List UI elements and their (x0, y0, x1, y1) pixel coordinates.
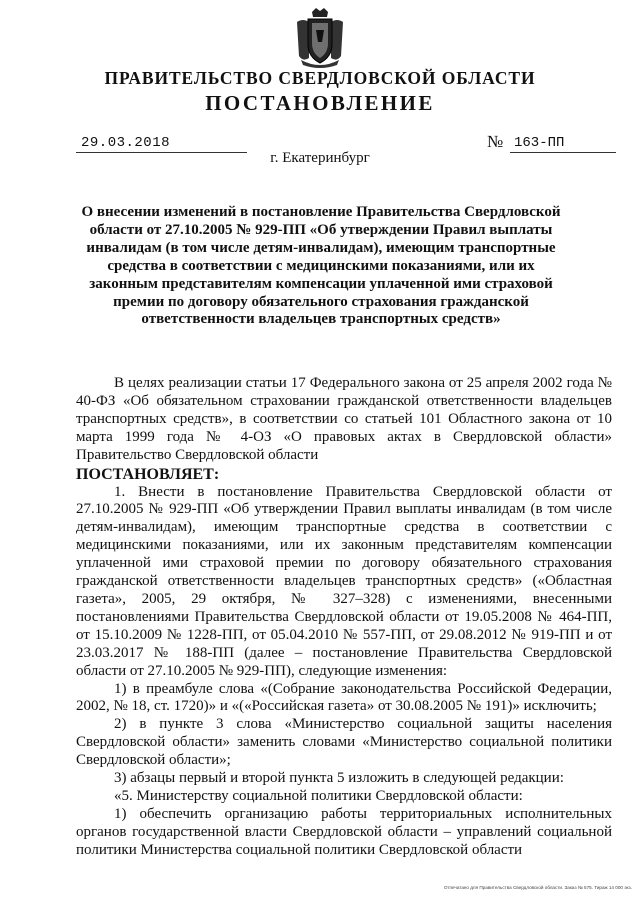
document-type: ПОСТАНОВЛЕНИЕ (205, 91, 435, 115)
organization-title: ПРАВИТЕЛЬСТВО СВЕРДЛОВСКОЙ ОБЛАСТИ (104, 68, 536, 88)
subitem-1: 1) в преамбуле слова «(Собрание законодательства Российской Федерации, 2002, № 18, ст. 1720)» и «(«Российская газета» от 30.08.2005 № 191)» исключить; (76, 680, 612, 715)
preamble: В целях реализации статьи 17 Федерального закона от 25 апреля 2002 года № 40-ФЗ «Об обязательном страховании гражданской ответственности владельцев транспортных средств», в соответствии со статьей 101 Областного закона от 10 марта 1999 года № 4-ОЗ «О правовых актах в Свердловской области» Правительство Свердловской области (76, 375, 612, 463)
item-1: 1. Внести в постановление Правительства Свердловской области от 27.10.2005 № 929-ПП «Об утверждении Правил выплаты инвалидам (в том числе детям-инвалидам), имеющим транспортные средства в соответствии с медицинскими показаниями, или их законным представителям компенсации уплаченной ими страховой премии по договору обязательного страхования гражданской ответственности владельцев транспортных средств» («Областная газета», 2005, 29 октября, № 327–328) с изменениями, внесенными постановлениями Правительства Свердловской области от 19.05.2008 № 464-ПП, от 15.10.2009 № 1228-ПП, от 05.04.2010 № 557-ПП, от 29.08.2012 № 919-ПП и от 23.03.2017 № 188-ПП (далее – постановление Правительства Свердловской области от 27.10.2005 № 929-ПП), следующие изменения: (76, 483, 612, 679)
number-label: № (487, 132, 504, 151)
document-number: 163-ПП (510, 134, 616, 153)
quote-item-5-1: 1) обеспечить организацию работы территориальных исполнительных органов государственной власти Свердловской области – управлений социальной политики Министерства социальной политики Свердловской области (76, 805, 612, 858)
subitem-2: 2) в пункте 3 слова «Министерство социальной защиты населения Свердловской области» заменить словами «Министерство социальной политики Свердловской области»; (76, 716, 612, 769)
coat-of-arms-icon (293, 8, 347, 68)
document-date: 29.03.2018 (76, 134, 247, 153)
document-body (76, 375, 612, 860)
city: г. Екатеринбург (270, 150, 370, 166)
decree-word: ПОСТАНОВЛЯЕТ: (76, 465, 220, 483)
subitem-3: 3) абзацы первый и второй пункта 5 изложить в следующей редакции: (114, 770, 564, 787)
quote-item-5: «5. Министерству социальной политики Свердловской области: (114, 787, 523, 804)
print-note: Отпечатано для Правительства Свердловской области. Заказ № 575. Тираж 14 000 экз. (443, 885, 632, 890)
document-subject: О внесении изменений в постановление Правительства Свердловской области от 27.10.2005 № 929-ПП «Об утверждении Правил выплаты инвалидам (в том числе детям-инвалидам), имеющим транспортные средства в соответствии с медицинскими показаниями, или их законным представителям компенсации уплаченной ими страховой премии по договору обязательного страхования гражданской ответственности владельцев транспортных средств» (81, 204, 561, 328)
